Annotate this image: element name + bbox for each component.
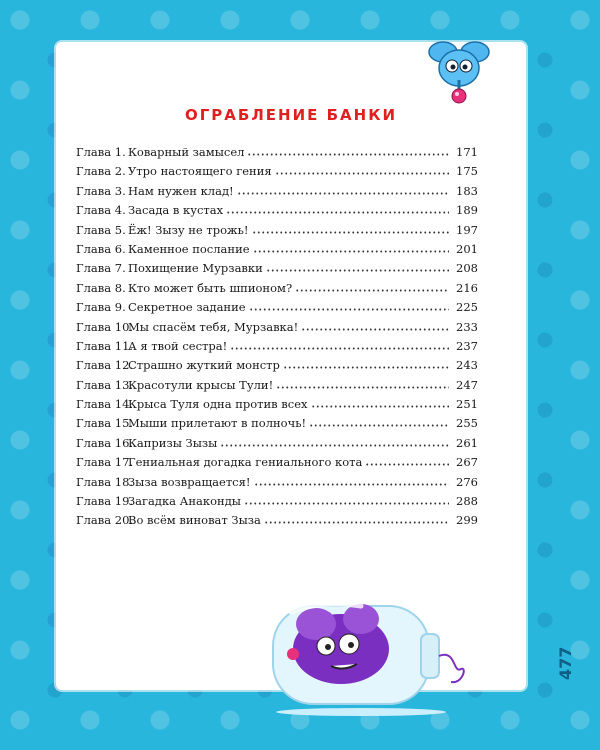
toc-page-number: 276	[456, 474, 478, 489]
toc-page-number: 237	[456, 338, 478, 353]
toc-row[interactable]	[76, 378, 478, 397]
toc-chapter-number: Глава 15.	[76, 416, 134, 431]
toc-leader-dots	[311, 397, 449, 408]
toc-chapter-title: Коварный замысел	[128, 145, 245, 159]
toc-page-number: 247	[456, 377, 478, 392]
toc-leader-dots	[226, 203, 449, 214]
toc-page-number: 189	[456, 203, 478, 218]
toc-leader-dots	[365, 455, 449, 466]
toc-page-number: 288	[456, 494, 478, 509]
toc-leader-dots	[309, 416, 449, 427]
toc-chapter-number: Глава 12.	[76, 358, 134, 373]
toc-leader-dots	[253, 242, 449, 253]
toc-leader-dots	[237, 184, 449, 195]
toc-chapter-title: Гениальная догадка гениального кота	[128, 455, 363, 470]
toc-chapter-title: Каменное послание	[128, 241, 250, 256]
toc-chapter-number: Глава 5.	[76, 222, 126, 237]
toc-chapter-title: Загадка Анаконды	[128, 494, 241, 509]
toc-leader-dots	[264, 513, 449, 524]
toc-page-number: 197	[456, 222, 478, 237]
toc-chapter-number: Глава 10.	[76, 319, 134, 334]
toc-chapter-title: Нам нужен клад!	[128, 183, 234, 198]
toc-row[interactable]	[76, 320, 478, 339]
toc-leader-dots	[252, 223, 450, 234]
toc-chapter-number: Глава 2.	[76, 164, 126, 179]
toc-chapter-title: Капризы Зызы	[128, 435, 218, 450]
toc-chapter-title: Во всём виноват Зыза	[128, 513, 261, 528]
toc-row[interactable]	[76, 513, 478, 532]
toc-chapter-number: Глава 16.	[76, 435, 134, 450]
toc-chapter-title: Утро настоящего гения	[128, 164, 272, 179]
toc-row[interactable]	[76, 397, 478, 416]
toc-row[interactable]	[76, 436, 478, 455]
toc-page-number: 255	[456, 416, 478, 431]
toc-chapter-number: Глава 14.	[76, 397, 134, 412]
toc-page-number: 267	[456, 455, 478, 470]
toc-chapter-title: Засада в кустах	[128, 203, 224, 218]
toc-chapter-number: Глава 17.	[76, 455, 134, 470]
toc-chapter-title: Ёж! Зызу не трожь!	[128, 222, 249, 237]
toc-leader-dots	[276, 378, 449, 389]
toc-row[interactable]	[76, 164, 478, 183]
toc-chapter-number: Глава 4.	[76, 203, 126, 218]
toc-row[interactable]	[76, 358, 478, 377]
toc-page-number: 225	[456, 300, 478, 315]
toc-page-number: 233	[456, 319, 478, 334]
toc-page-number: 201	[456, 241, 478, 256]
toc-page-number: 251	[456, 397, 478, 412]
toc-row[interactable]	[76, 242, 478, 261]
toc-leader-dots	[220, 436, 449, 447]
toc-page-number: 183	[456, 183, 478, 198]
toc-chapter-number: Глава 18.	[76, 474, 134, 489]
toc-page-number: 299	[456, 513, 478, 528]
toc-chapter-number: Глава 13.	[76, 377, 134, 392]
toc-chapter-title: Страшно жуткий монстр	[128, 358, 280, 373]
toc-chapter-number: Глава 3.	[76, 183, 126, 198]
toc-page-number: 243	[456, 358, 478, 373]
toc-row[interactable]	[76, 261, 478, 280]
toc-leader-dots	[295, 281, 449, 292]
toc-chapter-number: Глава 19.	[76, 494, 134, 509]
page-number: 477	[556, 646, 575, 680]
toc-leader-dots	[275, 164, 449, 175]
toc-page-number: 175	[456, 164, 478, 179]
toc-leader-dots	[230, 339, 449, 350]
toc-chapter-title: Красотули крысы Тули!	[128, 377, 274, 392]
toc-row[interactable]	[76, 475, 478, 494]
toc-row[interactable]	[76, 416, 478, 435]
toc-leader-dots	[301, 320, 449, 331]
toc-row[interactable]	[76, 455, 478, 474]
section-title: ОГРАБЛЕНИЕ БАНКИ	[184, 106, 398, 124]
toc-leader-dots	[247, 145, 449, 156]
toc-leader-dots	[244, 494, 449, 505]
toc-chapter-number: Глава 9.	[76, 300, 126, 315]
toc-row[interactable]	[76, 184, 478, 203]
toc-row[interactable]	[76, 281, 478, 300]
toc-chapter-title: А я твой сестра!	[128, 338, 228, 353]
table-of-contents	[76, 145, 478, 533]
toc-leader-dots	[266, 261, 449, 272]
book-page	[56, 42, 526, 690]
toc-leader-dots	[254, 475, 450, 486]
toc-leader-dots	[249, 300, 449, 311]
toc-chapter-title: Мыши прилетают в полночь!	[128, 416, 307, 431]
toc-row[interactable]	[76, 339, 478, 358]
toc-chapter-number: Глава 20.	[76, 513, 134, 528]
toc-row[interactable]	[76, 494, 478, 513]
toc-row[interactable]	[76, 300, 478, 319]
toc-row[interactable]	[76, 145, 478, 164]
toc-row[interactable]	[76, 203, 478, 222]
toc-page-number: 216	[456, 280, 478, 295]
toc-chapter-title: Секретное задание	[128, 300, 246, 315]
peeking-mouse-icon	[427, 36, 491, 112]
mouse-in-jar-illustration	[261, 594, 471, 716]
toc-chapter-title: Крыса Туля одна против всех	[128, 397, 308, 412]
toc-page-number: 208	[456, 261, 478, 276]
toc-chapter-title: Мы спасём тебя, Мурзавка!	[128, 319, 299, 334]
toc-leader-dots	[283, 358, 449, 369]
toc-chapter-number: Глава 7.	[76, 261, 126, 276]
toc-chapter-title: Похищение Мурзавки	[128, 261, 263, 276]
toc-chapter-title: Кто может быть шпионом?	[128, 280, 293, 295]
toc-page-number: 261	[456, 435, 478, 450]
toc-chapter-title: Зыза возвращается!	[128, 474, 251, 489]
toc-row[interactable]	[76, 223, 478, 242]
toc-chapter-number: Глава 1.	[76, 145, 126, 159]
toc-chapter-number: Глава 8.	[76, 280, 126, 295]
toc-chapter-number: Глава 6.	[76, 241, 126, 256]
toc-page-number: 171	[456, 145, 478, 159]
toc-chapter-number: Глава 11.	[76, 338, 134, 353]
